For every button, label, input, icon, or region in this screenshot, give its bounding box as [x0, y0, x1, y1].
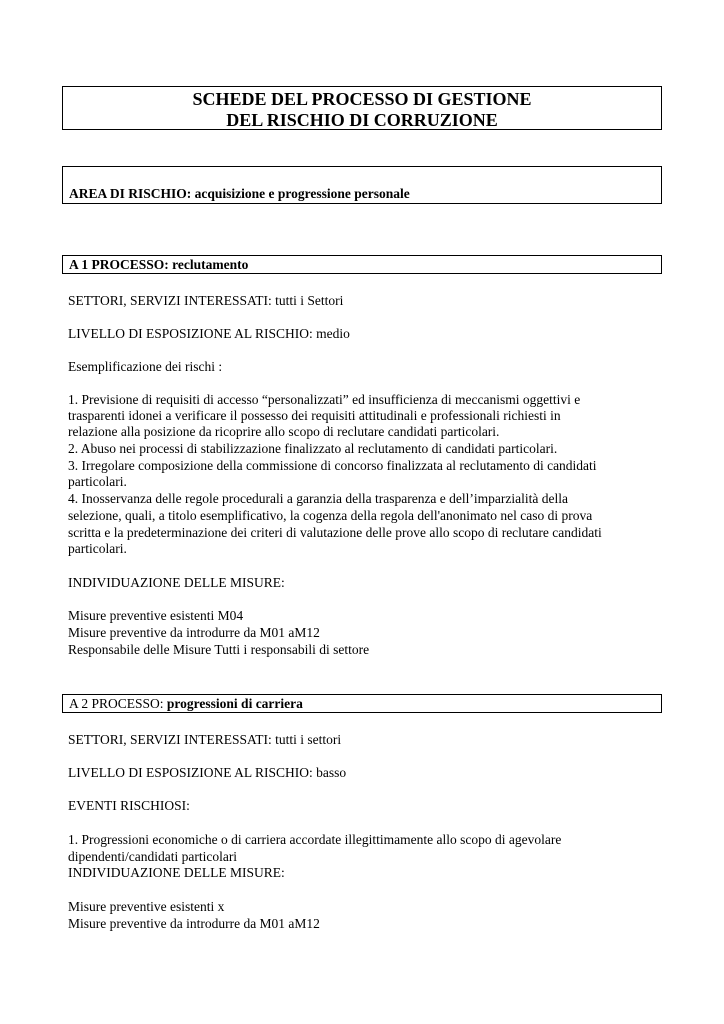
- a1-misure-heading: INDIVIDUAZIONE DELLE MISURE:: [68, 575, 285, 590]
- a1-rischi-line: particolari.: [68, 474, 127, 489]
- process-a2-name: progressioni di carriera: [166, 696, 303, 711]
- a1-rischi-line: selezione, quali, a titolo esemplificativo, la cogenza della regola dell'anonimato nel caso di prova: [68, 508, 593, 523]
- process-a2-label: A 2 PROCESSO:: [69, 696, 164, 711]
- document-title: [62, 86, 662, 130]
- title-line-2: DEL RISCHIO DI CORRUZIONE: [226, 110, 498, 130]
- a2-livello: LIVELLO DI ESPOSIZIONE AL RISCHIO: basso: [68, 765, 347, 780]
- a2-misure-introdurre: Misure preventive da introdurre da M01 aM12: [68, 916, 320, 931]
- process-a1-name: reclutamento: [172, 257, 249, 272]
- a1-rischi-line: relazione alla posizione da ricoprire allo scopo di reclutare candidati particolari.: [68, 424, 500, 439]
- area-di-rischio-box: [62, 166, 662, 204]
- a2-eventi-heading: EVENTI RISCHIOSI:: [68, 798, 190, 813]
- area-value: acquisizione e progressione personale: [194, 186, 410, 201]
- a1-rischi-line: 4. Inosservanza delle regole procedurali a garanzia della trasparenza e dell’imparzialità della: [68, 491, 568, 506]
- a1-settori: SETTORI, SERVIZI INTERESSATI: tutti i Settori: [68, 293, 344, 308]
- a1-misure-esistenti: Misure preventive esistenti M04: [68, 608, 244, 623]
- a1-rischi-line: scritta e la predeterminazione dei criteri di valutazione delle prove allo scopo di reclutare candidati: [68, 525, 602, 540]
- a1-rischi-line: 1. Previsione di requisiti di accesso “personalizzati” ed insufficienza di meccanismi oggettivi e: [68, 392, 581, 407]
- a1-rischi-line: particolari.: [68, 541, 127, 556]
- a2-eventi-line: 1. Progressioni economiche o di carriera accordate illegittimamente allo scopo di agevolare: [68, 832, 562, 847]
- a2-misure-heading: INDIVIDUAZIONE DELLE MISURE:: [68, 865, 285, 880]
- a1-rischi-line: 2. Abuso nei processi di stabilizzazione finalizzato al reclutamento di candidati particolari.: [68, 441, 558, 456]
- a2-eventi-line: dipendenti/candidati particolari: [68, 849, 238, 864]
- process-a1-header: [62, 255, 662, 274]
- a1-rischi-heading: Esemplificazione dei rischi :: [68, 359, 223, 374]
- a1-rischi-line: 3. Irregolare composizione della commissione di concorso finalizzata al reclutamento di candidati: [68, 458, 597, 473]
- a2-settori: SETTORI, SERVIZI INTERESSATI: tutti i settori: [68, 732, 342, 747]
- title-line-1: SCHEDE DEL PROCESSO DI GESTIONE: [192, 89, 532, 109]
- process-a2-header: [62, 694, 662, 713]
- a1-responsabile: Responsabile delle Misure Tutti i responsabili di settore: [68, 642, 370, 657]
- a1-misure-introdurre: Misure preventive da introdurre da M01 aM12: [68, 625, 320, 640]
- a1-livello: LIVELLO DI ESPOSIZIONE AL RISCHIO: medio: [68, 326, 350, 341]
- area-label: AREA DI RISCHIO:: [69, 186, 192, 201]
- a2-misure-esistenti: Misure preventive esistenti x: [68, 899, 225, 914]
- a1-rischi-line: trasparenti idonei a verificare il possesso dei requisiti attitudinali e professionali richiesti in: [68, 408, 561, 423]
- process-a1-label: A 1 PROCESSO:: [69, 257, 169, 272]
